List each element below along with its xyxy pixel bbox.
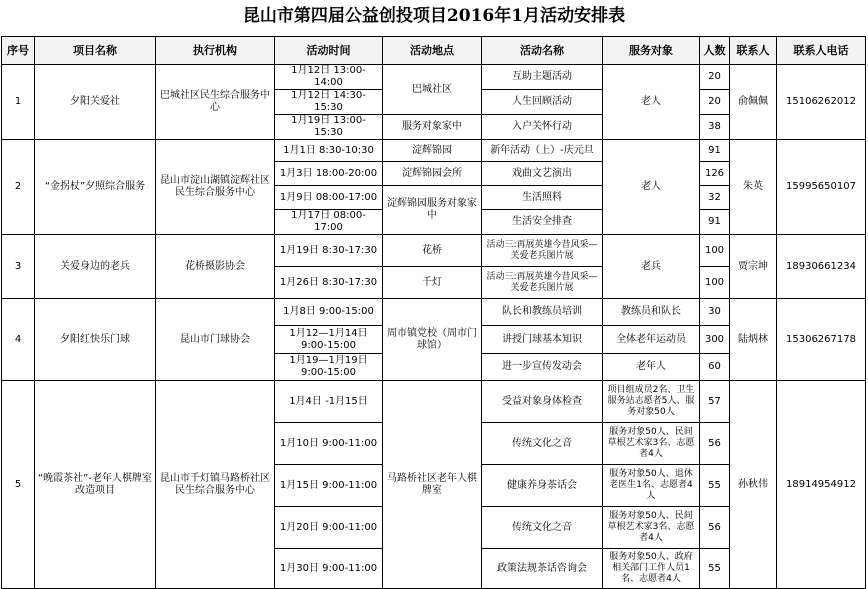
activity-time: 1月10日 9:00-11:00 xyxy=(275,423,383,465)
header-cell: 活动地点 xyxy=(383,37,482,65)
project-org: 花桥摄影协会 xyxy=(156,235,275,299)
head-count: 57 xyxy=(700,381,730,423)
header-cell: 活动名称 xyxy=(482,37,603,65)
project-name: “金拐杖”夕照综合服务 xyxy=(35,140,156,235)
header-cell: 序号 xyxy=(2,37,35,65)
activity-time: 1月20日 9:00-11:00 xyxy=(275,507,383,549)
header-cell: 活动时间 xyxy=(275,37,383,65)
activity-time: 1月9日 08:00-17:00 xyxy=(275,186,383,210)
table-row xyxy=(2,140,866,162)
activity-place: 服务对象家中 xyxy=(383,115,482,140)
head-count: 60 xyxy=(700,354,730,381)
activity-name: 互助主题活动 xyxy=(482,65,603,90)
contact-phone: 18914954912 xyxy=(777,381,866,589)
schedule-table xyxy=(1,36,866,589)
activity-name: 生活安全排查 xyxy=(482,210,603,235)
contact-phone: 15106262012 xyxy=(777,65,866,140)
activity-name: 戏曲文艺演出 xyxy=(482,162,603,186)
activity-name: 活动三:再展英雄今昔风采—关爱老兵图片展 xyxy=(482,235,603,267)
activity-name: 人生回顾活动 xyxy=(482,90,603,115)
head-count: 55 xyxy=(700,549,730,589)
project-name: 夕阳关爱社 xyxy=(35,65,156,140)
project-org: 昆山市千灯镇马路桥社区民生综合服务中心 xyxy=(156,381,275,589)
activity-name: 受益对象身体检查 xyxy=(482,381,603,423)
service-target: 全体老年运动员 xyxy=(603,326,700,354)
service-target: 老人 xyxy=(603,140,700,235)
activity-time: 1月3日 18:00-20:00 xyxy=(275,162,383,186)
table-row xyxy=(2,299,866,326)
header-cell: 服务对象 xyxy=(603,37,700,65)
activity-time: 1月8日 9:00-15:00 xyxy=(275,299,383,326)
project-org: 昆山市淀山湖镇淀辉社区民生综合服务中心 xyxy=(156,140,275,235)
contact-phone: 15995650107 xyxy=(777,140,866,235)
activity-time: 1月26日 8:30-17:30 xyxy=(275,267,383,299)
service-target: 服务对象50人、民间草根艺术家3名、志愿者4人 xyxy=(603,423,700,465)
service-target: 老兵 xyxy=(603,235,700,299)
activity-time: 1月12—1月14日 9:00-15:00 xyxy=(275,326,383,354)
contact-person: 孙秋伟 xyxy=(730,381,777,589)
activity-place: 马路桥社区老年人棋牌室 xyxy=(383,381,482,589)
service-target: 项目组成员2名、卫生服务站志愿者5人、服务对象50人 xyxy=(603,381,700,423)
head-count: 55 xyxy=(700,465,730,507)
service-target: 服务对象50人、退休老医生1名、志愿者4人 xyxy=(603,465,700,507)
service-target: 老年人 xyxy=(603,354,700,381)
head-count: 91 xyxy=(700,210,730,235)
activity-time: 1月15日 9:00-11:00 xyxy=(275,465,383,507)
contact-phone: 15306267178 xyxy=(777,299,866,381)
activity-name: 讲授门球基本知识 xyxy=(482,326,603,354)
activity-place: 淀辉锦园 xyxy=(383,140,482,162)
head-count: 100 xyxy=(700,235,730,267)
project-name: 夕阳红快乐门球 xyxy=(35,299,156,381)
table-row xyxy=(2,65,866,90)
contact-person: 贾宗坤 xyxy=(730,235,777,299)
project-no: 2 xyxy=(2,140,35,235)
contact-phone: 18930661234 xyxy=(777,235,866,299)
header-cell: 联系人 xyxy=(730,37,777,65)
project-no: 5 xyxy=(2,381,35,589)
header-cell: 项目名称 xyxy=(35,37,156,65)
head-count: 126 xyxy=(700,162,730,186)
activity-place: 淀辉锦园服务对象家中 xyxy=(383,186,482,235)
activity-name: 队长和教练员培训 xyxy=(482,299,603,326)
head-count: 20 xyxy=(700,90,730,115)
activity-name: 政策法规茶话咨询会 xyxy=(482,549,603,589)
table-row xyxy=(2,235,866,267)
activity-time: 1月12日 13:00-14:00 xyxy=(275,65,383,90)
project-no: 3 xyxy=(2,235,35,299)
activity-name: 入户关怀行动 xyxy=(482,115,603,140)
project-name: “晚霞茶社”-老年人棋牌室改造项目 xyxy=(35,381,156,589)
activity-name: 生活照料 xyxy=(482,186,603,210)
table-header-row xyxy=(2,37,866,65)
service-target: 老人 xyxy=(603,65,700,140)
activity-name: 传统文化之音 xyxy=(482,507,603,549)
project-no: 1 xyxy=(2,65,35,140)
contact-person: 朱英 xyxy=(730,140,777,235)
project-no: 4 xyxy=(2,299,35,381)
contact-person: 俞佩佩 xyxy=(730,65,777,140)
head-count: 20 xyxy=(700,65,730,90)
contact-person: 陆炳林 xyxy=(730,299,777,381)
head-count: 91 xyxy=(700,140,730,162)
activity-name: 进一步宣传发动会 xyxy=(482,354,603,381)
project-org: 昆山市门球协会 xyxy=(156,299,275,381)
head-count: 100 xyxy=(700,267,730,299)
activity-time: 1月19—1月19日 9:00-15:00 xyxy=(275,354,383,381)
service-target: 服务对象50人、政府相关部门工作人员1名、志愿者4人 xyxy=(603,549,700,589)
table-row xyxy=(2,381,866,423)
activity-place: 巴城社区 xyxy=(383,65,482,115)
activity-name: 传统文化之音 xyxy=(482,423,603,465)
header-cell: 人数 xyxy=(700,37,730,65)
activity-time: 1月1日 8:30-10:30 xyxy=(275,140,383,162)
activity-name: 健康养身茶话会 xyxy=(482,465,603,507)
activity-time: 1月12日 14:30-15:30 xyxy=(275,90,383,115)
project-org: 巴城社区民生综合服务中心 xyxy=(156,65,275,140)
project-name: 关爱身边的老兵 xyxy=(35,235,156,299)
head-count: 300 xyxy=(700,326,730,354)
service-target: 服务对象50人、民间草根艺术家3名、志愿者4人 xyxy=(603,507,700,549)
head-count: 56 xyxy=(700,423,730,465)
service-target: 教练员和队长 xyxy=(603,299,700,326)
activity-time: 1月4日 -1月15日 xyxy=(275,381,383,423)
activity-place: 花桥 xyxy=(383,235,482,267)
activity-time: 1月17日 08:00-17:00 xyxy=(275,210,383,235)
page-title: 昆山市第四届公益创投项目2016年1月活动安排表 xyxy=(242,6,626,26)
header-cell: 执行机构 xyxy=(156,37,275,65)
activity-name: 活动三:再展英雄今昔风采—关爱老兵图片展 xyxy=(482,267,603,299)
activity-name: 新年活动（上）-庆元旦 xyxy=(482,140,603,162)
activity-place: 淀辉锦园会所 xyxy=(383,162,482,186)
activity-time: 1月30日 9:00-11:00 xyxy=(275,549,383,589)
head-count: 32 xyxy=(700,186,730,210)
activity-time: 1月19日 13:00-15:30 xyxy=(275,115,383,140)
activity-place: 周市镇党校（周市门球馆） xyxy=(383,299,482,381)
head-count: 38 xyxy=(700,115,730,140)
head-count: 30 xyxy=(700,299,730,326)
activity-place: 千灯 xyxy=(383,267,482,299)
header-cell: 联系人电话 xyxy=(777,37,866,65)
activity-time: 1月19日 8:30-17:30 xyxy=(275,235,383,267)
head-count: 56 xyxy=(700,507,730,549)
